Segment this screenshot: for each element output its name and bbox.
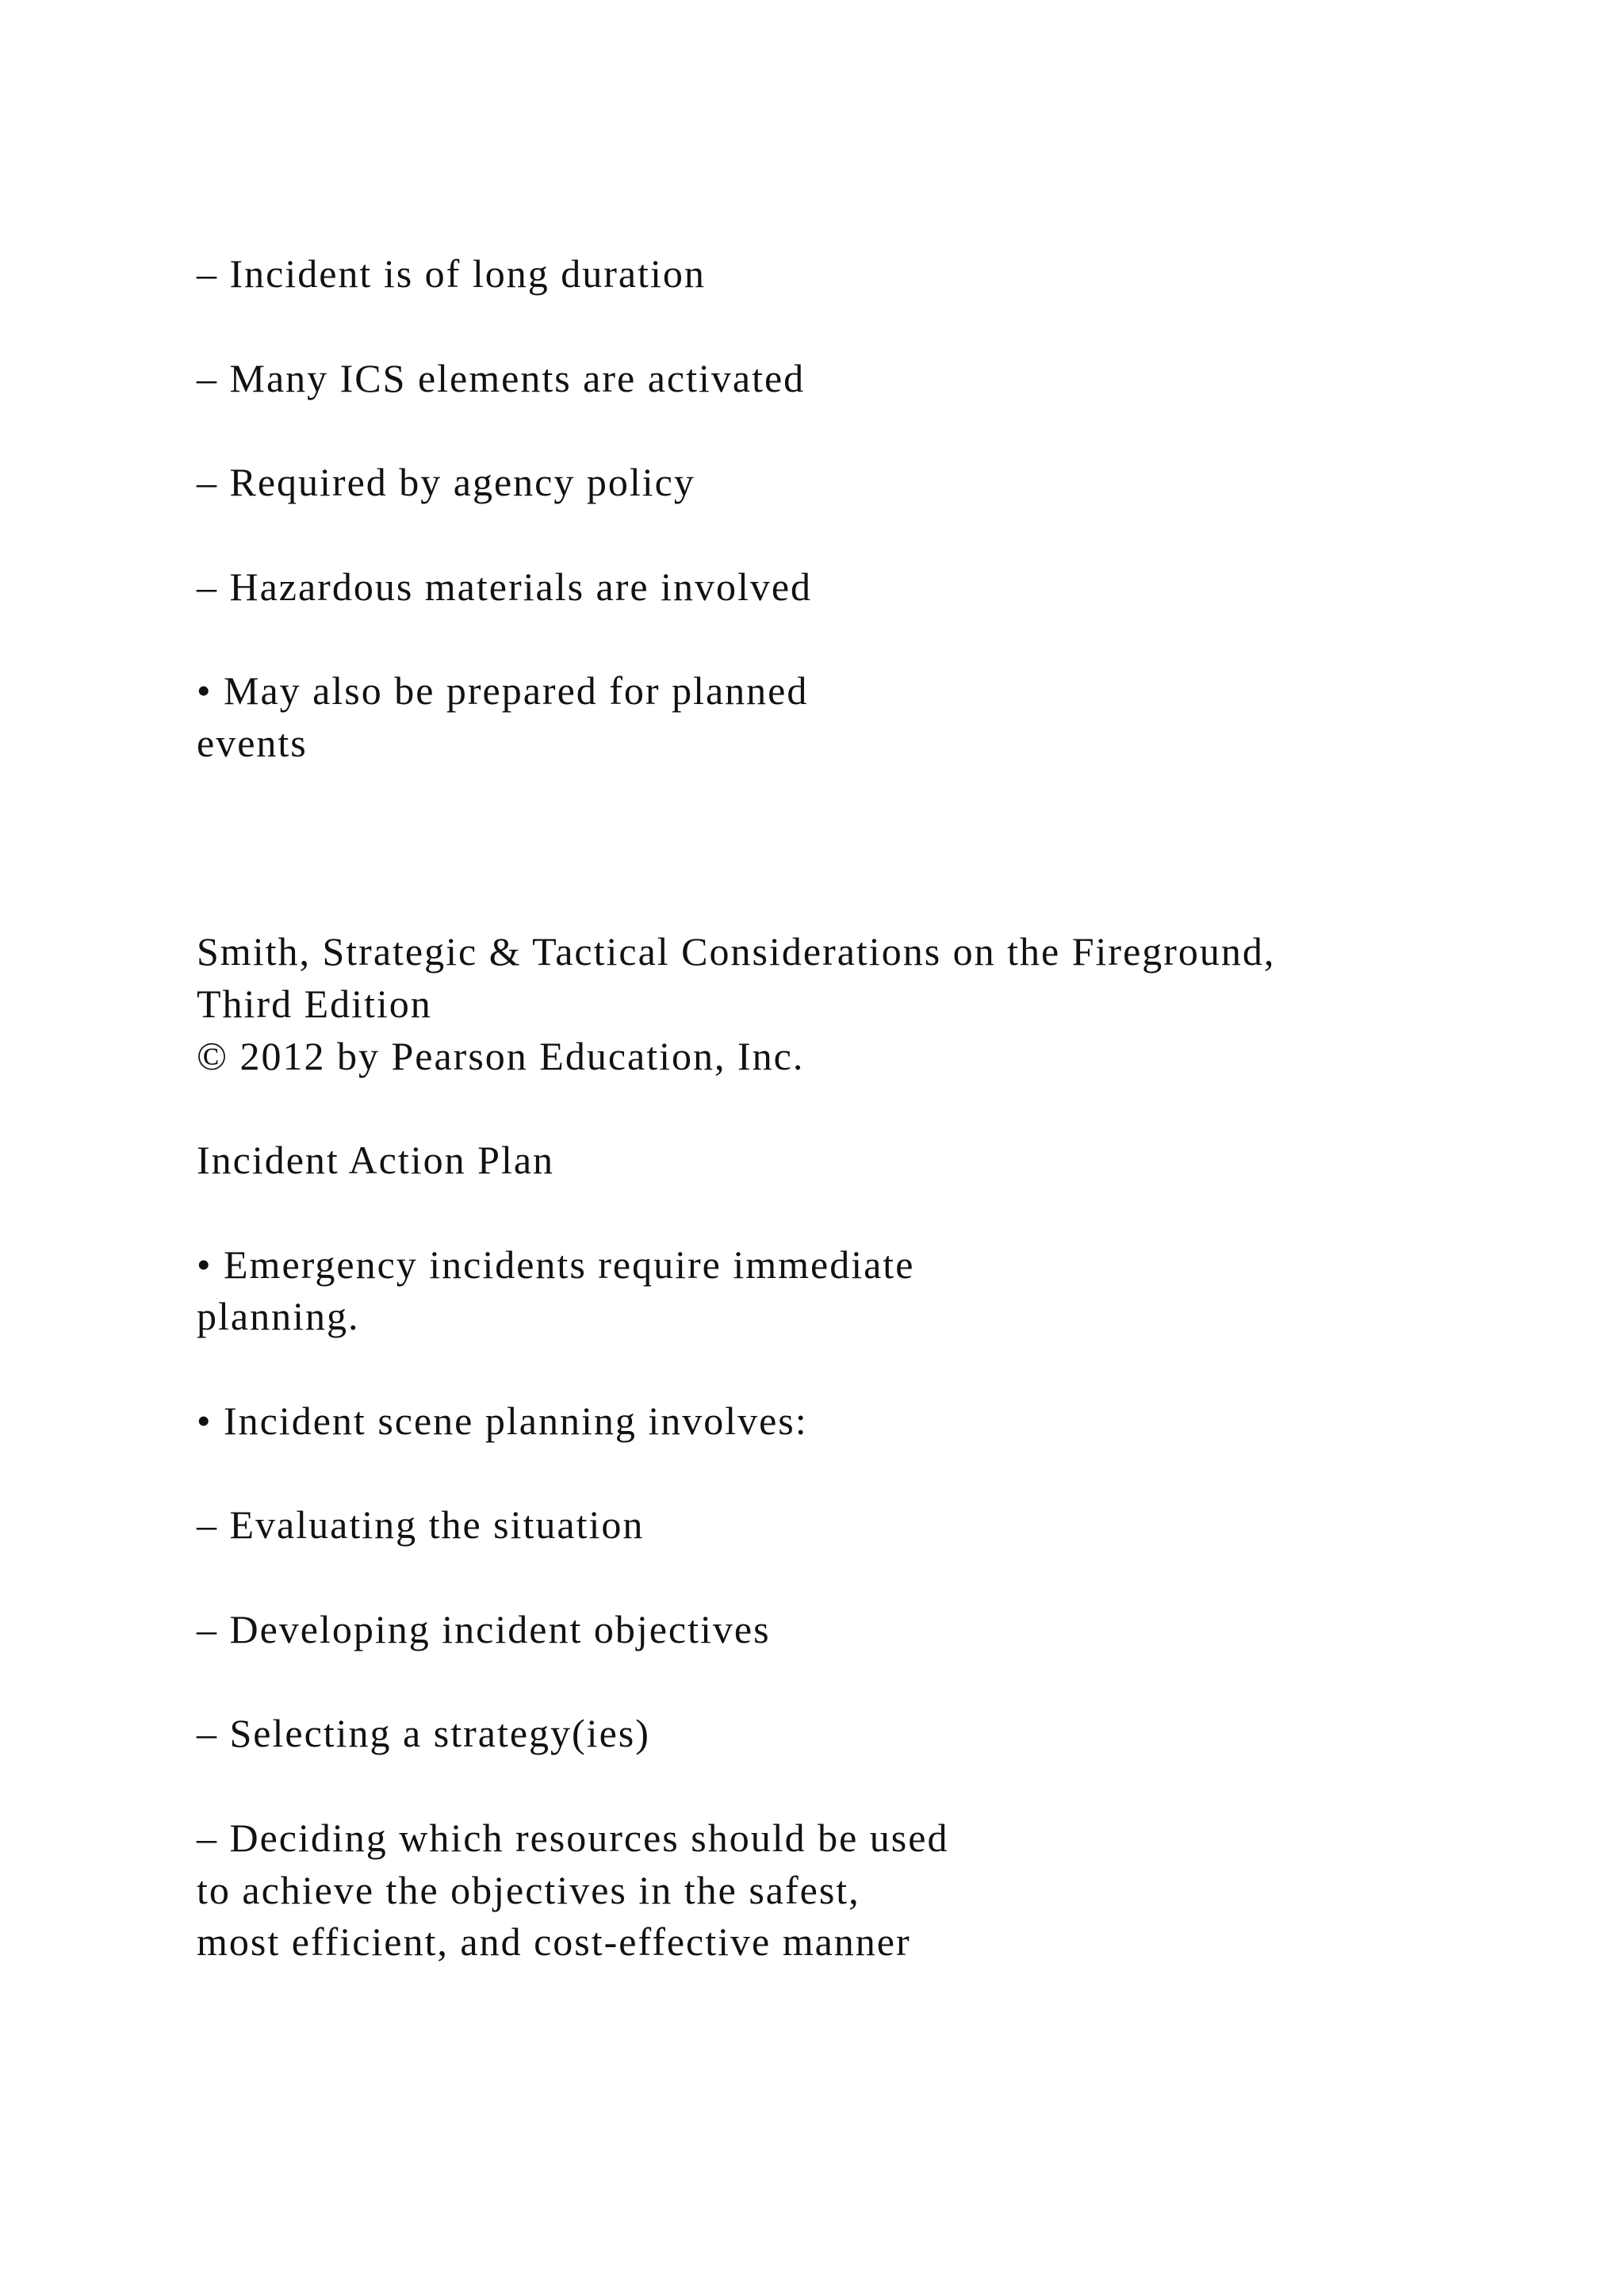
text-line: Third Edition (197, 982, 432, 1026)
text-line: • May also be prepared for planned (197, 668, 809, 713)
text-line: – Deciding which resources should be used (197, 1816, 949, 1860)
text-line: events (197, 721, 308, 765)
text-line: Smith, Strategic & Tactical Considerations on the Fireground, (197, 929, 1276, 974)
text-line: • Incident scene planning involves: (197, 1399, 808, 1443)
text-line: to achieve the objectives in the safest, (197, 1868, 860, 1912)
text-line: • Emergency incidents require immediate (197, 1242, 915, 1287)
text-line: – Hazardous materials are involved (197, 564, 813, 609)
section-heading: Incident Action Plan (197, 1138, 555, 1182)
text-line: – Selecting a strategy(ies) (197, 1711, 650, 1755)
text-line: – Developing incident objectives (197, 1607, 771, 1651)
text-line: planning. (197, 1294, 360, 1338)
text-line: – Evaluating the situation (197, 1502, 645, 1547)
text-line: – Incident is of long duration (197, 251, 706, 296)
text-line: – Required by agency policy (197, 460, 695, 504)
text-line: © 2012 by Pearson Education, Inc. (197, 1034, 805, 1078)
text-line: most efficient, and cost-effective manner (197, 1919, 911, 1964)
text-line: – Many ICS elements are activated (197, 356, 806, 400)
